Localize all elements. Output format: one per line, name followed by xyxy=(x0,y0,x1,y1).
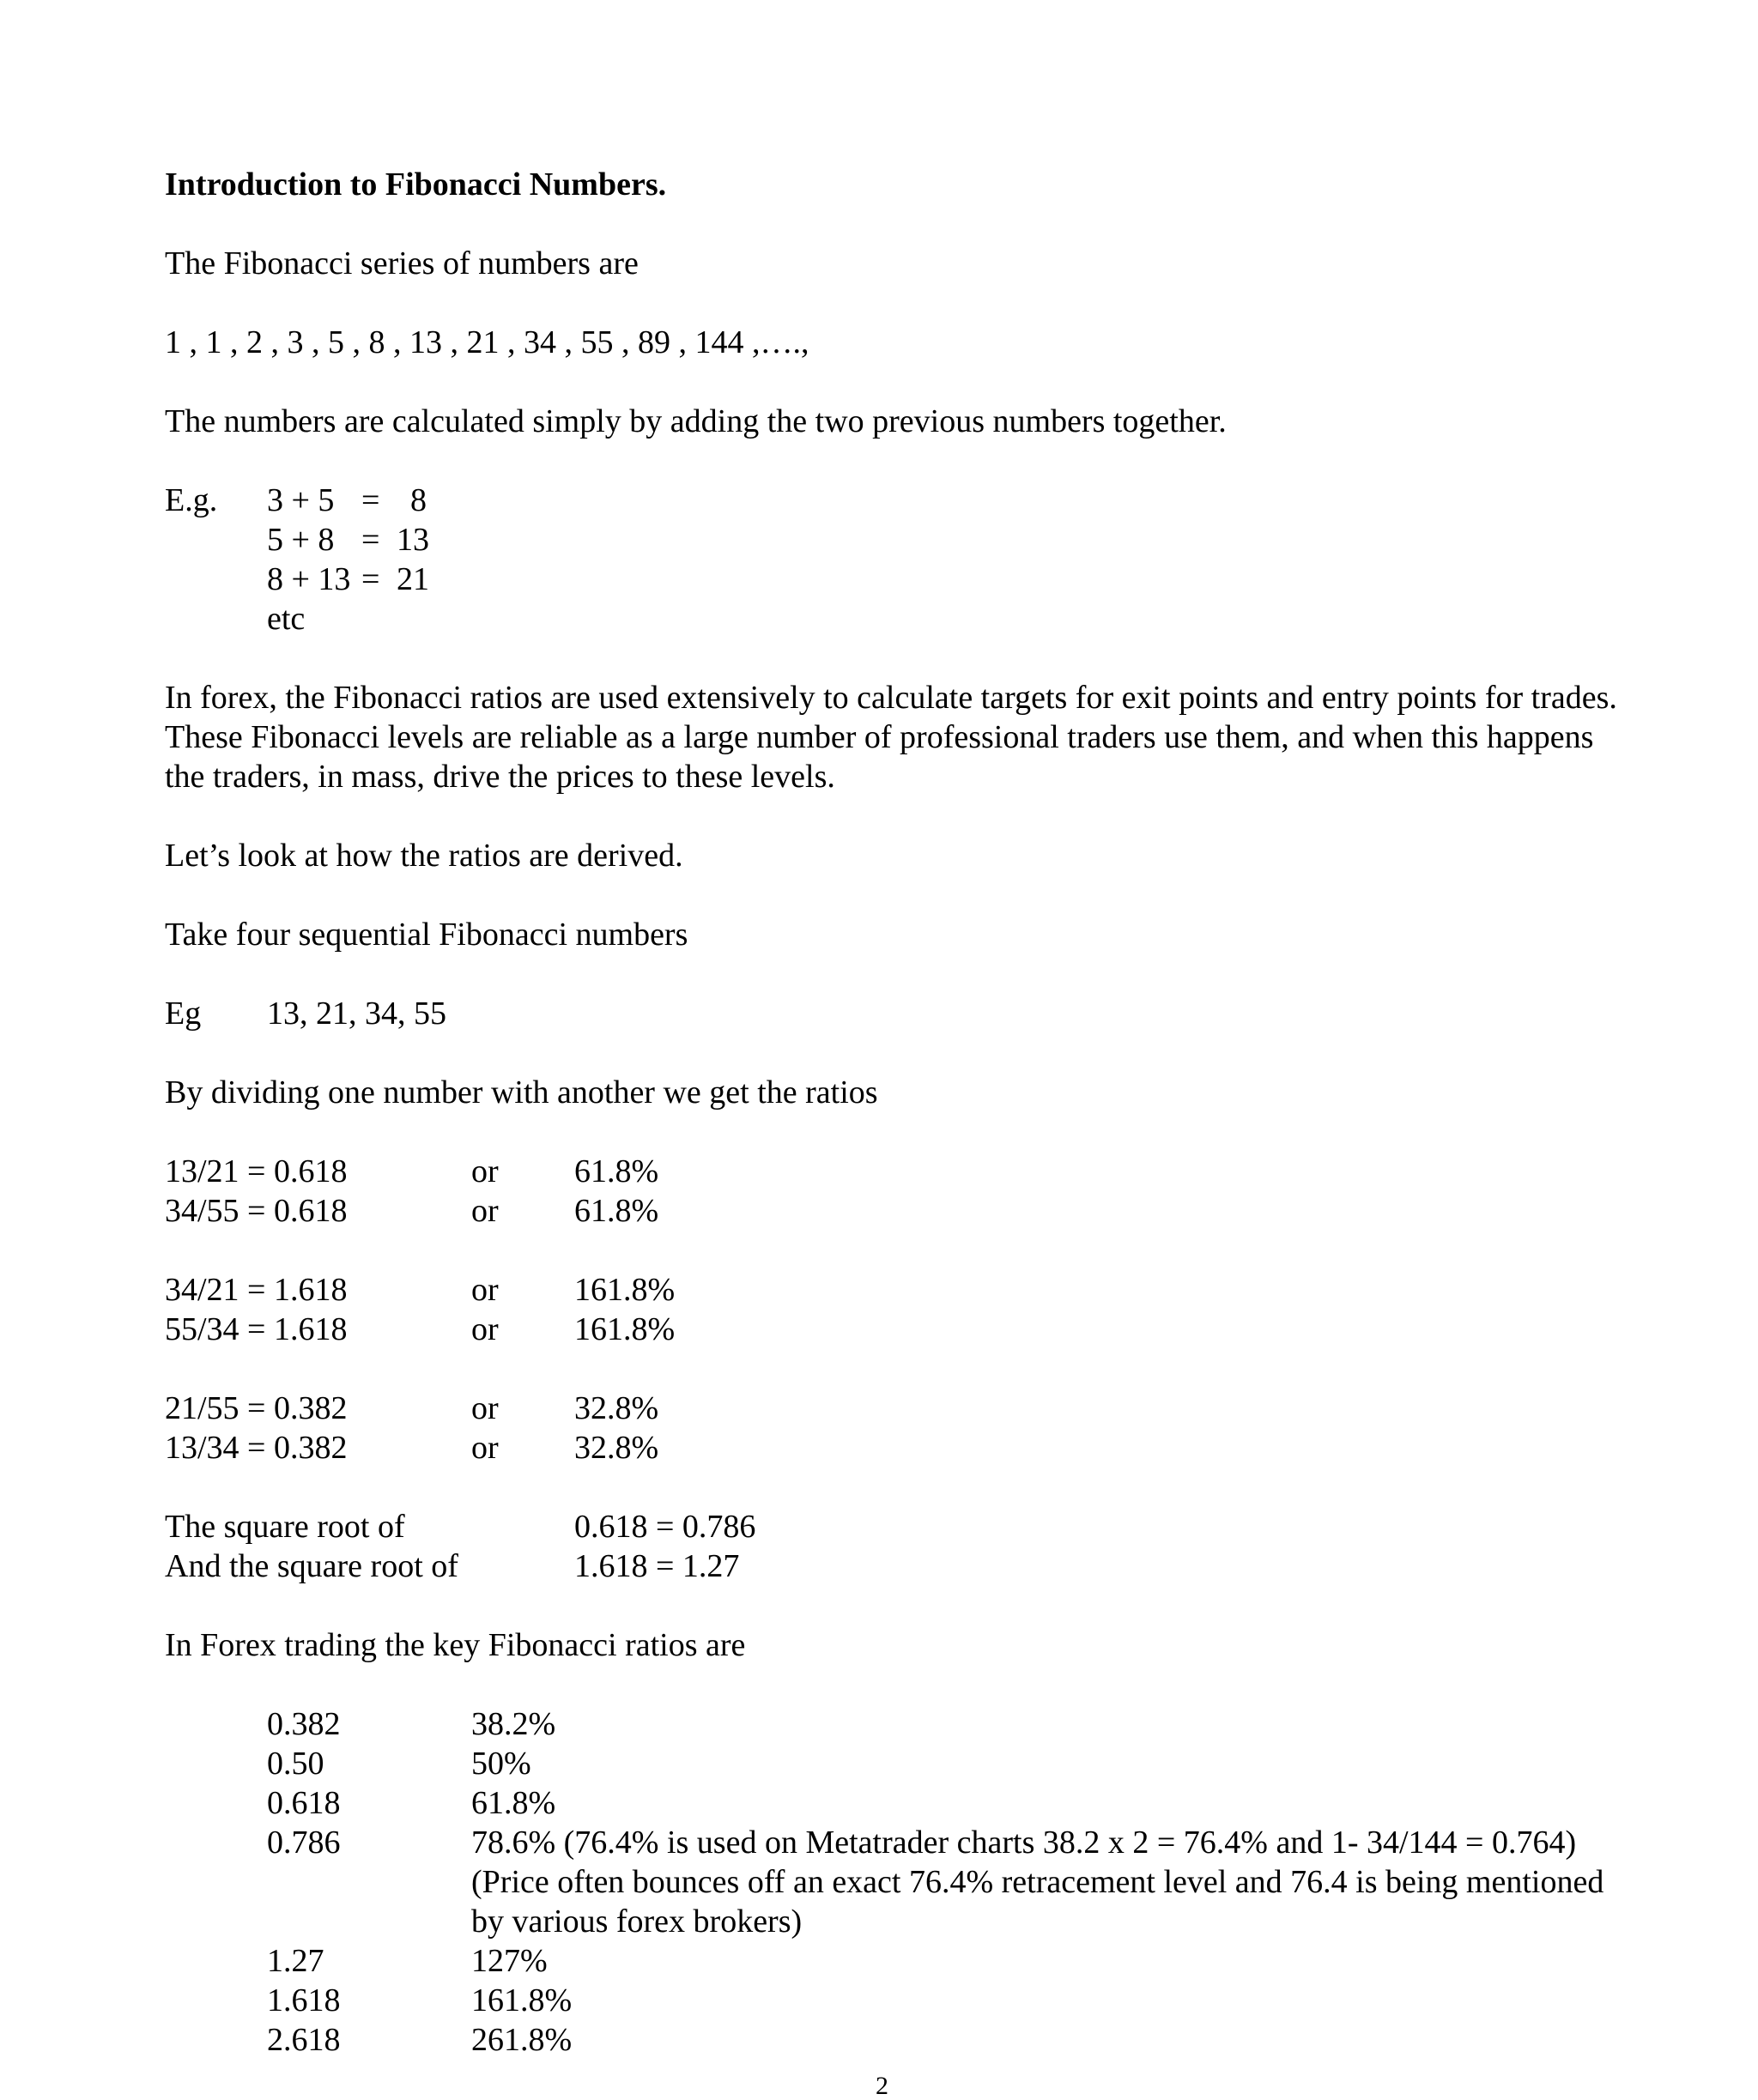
example-etc: etc xyxy=(267,601,306,637)
key-ratio: 2.618 xyxy=(267,2022,341,2058)
calc-text: The numbers are calculated simply by adding the two previous numbers together. xyxy=(165,403,1227,439)
ratio-or: or xyxy=(471,1390,499,1426)
ratio-expr: 21/55 = 0.382 xyxy=(165,1390,348,1426)
sqrt-value: 1.618 = 1.27 xyxy=(574,1548,740,1584)
ratio-expr: 55/34 = 1.618 xyxy=(165,1311,348,1347)
page-title: Introduction to Fibonacci Numbers. xyxy=(165,166,667,203)
ratio-or: or xyxy=(471,1272,499,1308)
example-lhs: 5 + 8 xyxy=(267,522,335,558)
example-rhs: 8 xyxy=(410,482,427,518)
key-ratio-pct: 127% xyxy=(471,1943,548,1979)
key-ratio: 0.618 xyxy=(267,1785,341,1821)
example-sign: = xyxy=(361,522,380,558)
example2-label: Eg xyxy=(165,996,202,1032)
example-rhs: 13 xyxy=(397,522,429,558)
key-ratio-pct: 161.8% xyxy=(471,1982,573,2018)
key-ratio-pct: 50% xyxy=(471,1746,531,1782)
key-ratio: 0.382 xyxy=(267,1706,341,1742)
sqrt-label: And the square root of xyxy=(165,1548,458,1584)
example-label: E.g. xyxy=(165,482,218,518)
key-ratio-pct: 261.8% xyxy=(471,2022,573,2058)
ratio-expr: 34/21 = 1.618 xyxy=(165,1272,348,1308)
key-ratio: 1.27 xyxy=(267,1943,324,1979)
ratio-pct: 161.8% xyxy=(574,1272,676,1308)
ratio-or: or xyxy=(471,1193,499,1229)
key-ratio: 0.786 xyxy=(267,1825,341,1861)
example2-values: 13, 21, 34, 55 xyxy=(267,996,446,1032)
ratio-pct: 32.8% xyxy=(574,1430,659,1466)
example-sign: = xyxy=(361,482,380,518)
key-ratio: 0.50 xyxy=(267,1746,324,1782)
example-rhs: 21 xyxy=(397,561,429,597)
ratio-pct: 61.8% xyxy=(574,1153,659,1189)
example-sign: = xyxy=(361,561,380,597)
take-text: Take four sequential Fibonacci numbers xyxy=(165,917,688,953)
key-ratio-note: 78.6% (76.4% is used on Metatrader charts 38.2 x 2 = 76.4% and 1- 34/144 = 0.764) (Price often bounces off an exact 76.4% retracement level and 76.4 is being mentioned by various forex brokers) xyxy=(471,1825,1604,1940)
ratio-pct: 161.8% xyxy=(574,1311,676,1347)
sqrt-value: 0.618 = 0.786 xyxy=(574,1509,756,1545)
series-intro: The Fibonacci series of numbers are xyxy=(165,245,639,281)
ratio-expr: 13/21 = 0.618 xyxy=(165,1153,348,1189)
example-lhs: 8 + 13 xyxy=(267,561,351,597)
key-ratios-intro: In Forex trading the key Fibonacci ratios are xyxy=(165,1627,746,1663)
derive-text: Let’s look at how the ratios are derived. xyxy=(165,838,683,874)
ratio-expr: 13/34 = 0.382 xyxy=(165,1430,348,1466)
key-ratio: 1.618 xyxy=(267,1982,341,2018)
ratio-or: or xyxy=(471,1153,499,1189)
ratio-expr: 34/55 = 0.618 xyxy=(165,1193,348,1229)
dividing-text: By dividing one number with another we get the ratios xyxy=(165,1074,878,1111)
page-number: 2 xyxy=(876,2072,888,2100)
forex-paragraph: In forex, the Fibonacci ratios are used extensively to calculate targets for exit points and entry points for trades. These Fibonacci levels are reliable as a large number of professional traders use them, and when this happens the traders, in mass, drive the prices to these levels. xyxy=(165,680,1617,795)
ratio-pct: 61.8% xyxy=(574,1193,659,1229)
fibonacci-series: 1 , 1 , 2 , 3 , 5 , 8 , 13 , 21 , 34 , 55 , 89 , 144 ,…., xyxy=(165,324,809,360)
key-ratio-pct: 38.2% xyxy=(471,1706,556,1742)
key-ratio-pct: 61.8% xyxy=(471,1785,556,1821)
sqrt-label: The square root of xyxy=(165,1509,405,1545)
example-lhs: 3 + 5 xyxy=(267,482,335,518)
ratio-or: or xyxy=(471,1430,499,1466)
ratio-or: or xyxy=(471,1311,499,1347)
ratio-pct: 32.8% xyxy=(574,1390,659,1426)
